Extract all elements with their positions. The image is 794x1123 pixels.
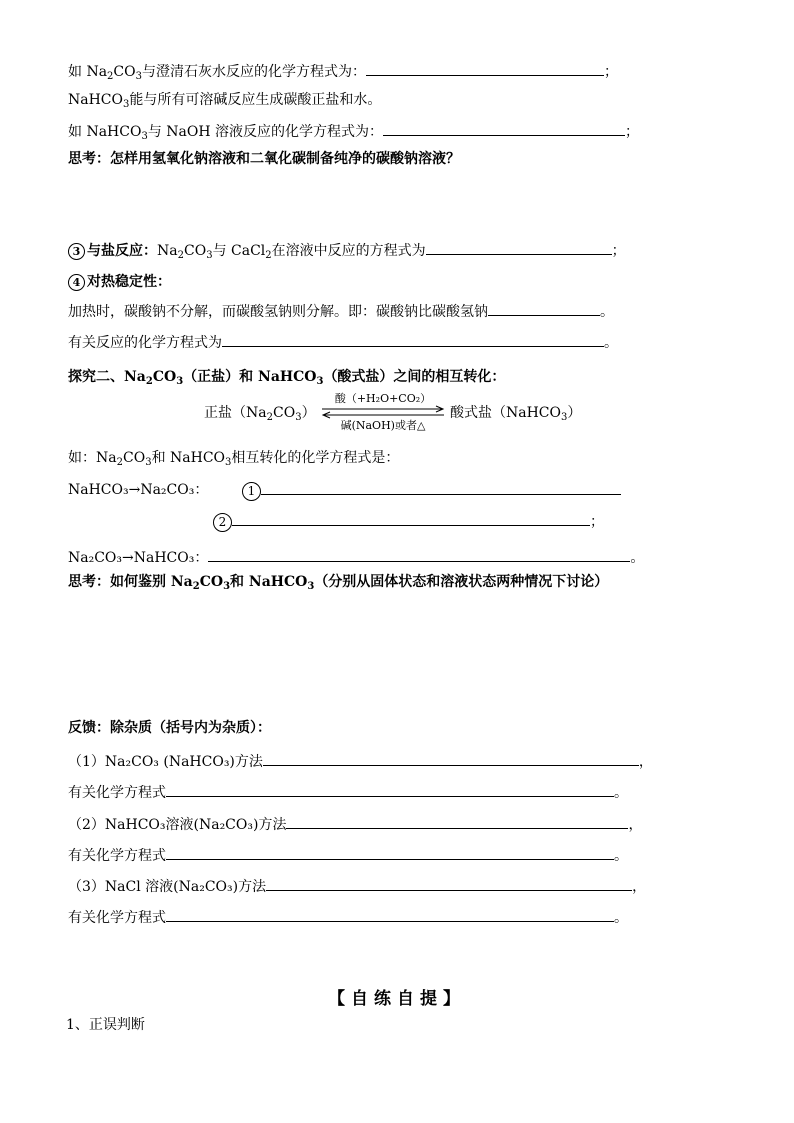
line-salt-reaction xyxy=(68,240,626,260)
double-arrow-icon xyxy=(318,405,448,419)
text: CO xyxy=(113,64,136,80)
text: 。 xyxy=(614,848,628,864)
text: ； xyxy=(611,243,626,259)
line-heat-equation xyxy=(68,332,618,352)
answer-blank[interactable] xyxy=(232,511,590,526)
text: 酸式盐（NaHCO xyxy=(450,405,561,421)
think-question-2 xyxy=(68,573,608,591)
line-nahco3-base xyxy=(68,91,381,109)
answer-blank[interactable] xyxy=(222,332,604,347)
conversion-left xyxy=(204,404,316,422)
text: 正盐（Na xyxy=(204,405,267,421)
text: 在溶液中反应的方程式为 xyxy=(271,243,426,259)
feedback-item-3-eq xyxy=(68,907,628,927)
subscript: 3 xyxy=(123,99,130,110)
conversion-right xyxy=(450,404,581,422)
circled-number-3: 3 xyxy=(68,243,85,260)
subscript: 2 xyxy=(192,581,200,592)
answer-blank[interactable] xyxy=(261,480,621,495)
text: 。 xyxy=(604,335,618,351)
answer-blank[interactable] xyxy=(166,907,614,922)
subscript: 3 xyxy=(295,412,302,423)
text: 与 NaOH 溶液反应的化学方程式为： xyxy=(147,124,384,140)
circled-number-4: 4 xyxy=(68,274,85,291)
line-na2co3-to-nahco3 xyxy=(68,547,644,567)
text: 思考：如何鉴别 Na xyxy=(68,574,193,590)
text: ） xyxy=(567,405,582,421)
text: ） xyxy=(301,405,316,421)
text: CO xyxy=(183,243,207,259)
text: ； xyxy=(604,64,618,80)
subscript: 2 xyxy=(266,412,273,423)
text: 有关化学方程式 xyxy=(68,848,166,864)
text: CO xyxy=(152,369,177,385)
text: NaHCO xyxy=(68,92,123,108)
text: NaHCO₃→Na₂CO₃： xyxy=(68,482,209,498)
question-1: 1、正误判断 xyxy=(66,1017,145,1033)
text: 。 xyxy=(630,550,645,566)
feedback-item-2 xyxy=(68,814,642,834)
text: ， xyxy=(638,754,653,770)
explore-2-heading xyxy=(68,368,505,386)
text: Na xyxy=(157,243,178,259)
text: 与 CaCl xyxy=(212,243,266,259)
equilibrium-arrows xyxy=(318,392,448,434)
circled-number-1: 1 xyxy=(242,482,261,501)
subscript: 3 xyxy=(225,457,232,468)
section-heading: 与盐反应： xyxy=(87,243,157,259)
answer-blank[interactable] xyxy=(426,240,612,255)
answer-blank[interactable] xyxy=(286,814,628,829)
think-question-1: 思考：怎样用氢氧化钠溶液和二氧化碳制备纯净的碳酸钠溶液？ xyxy=(68,151,460,167)
text: （正盐）和 NaHCO xyxy=(183,369,317,385)
feedback-item-1 xyxy=(68,751,653,771)
answer-blank[interactable] xyxy=(166,782,614,797)
text: CO xyxy=(122,450,146,466)
subscript: 2 xyxy=(107,71,114,82)
subscript: 3 xyxy=(307,581,315,592)
text: 。 xyxy=(614,785,628,801)
subscript: 3 xyxy=(206,250,213,261)
text: ， xyxy=(628,817,643,833)
text: 。 xyxy=(600,304,614,320)
text: （1）Na₂CO₃ (NaHCO₃)方法 xyxy=(68,754,263,770)
line-mutual-conversion xyxy=(68,449,399,467)
subscript: 2 xyxy=(177,250,184,261)
feedback-item-3 xyxy=(68,876,646,896)
answer-blank[interactable] xyxy=(488,301,600,316)
line-na2co3-limewater xyxy=(68,61,618,81)
answer-blank[interactable] xyxy=(366,61,604,76)
text: ； xyxy=(625,124,640,140)
text: 加热时，碳酸钠不分解，而碳酸氢钠则分解。即：碳酸钠比碳酸氢钠 xyxy=(68,304,488,320)
text: 能与所有可溶碱反应生成碳酸正盐和水。 xyxy=(129,92,382,108)
subscript: 3 xyxy=(223,581,231,592)
subscript: 3 xyxy=(176,376,184,387)
answer-blank[interactable] xyxy=(383,121,625,136)
subscript: 3 xyxy=(145,457,152,468)
text: （2）NaHCO₃溶液(Na₂CO₃)方法 xyxy=(68,817,287,833)
text: CO xyxy=(272,405,296,421)
subscript: 3 xyxy=(135,71,142,82)
text: 和 NaHCO xyxy=(151,450,226,466)
answer-line-1 xyxy=(242,480,621,501)
answer-line-2 xyxy=(213,511,604,532)
feedback-item-2-eq xyxy=(68,845,628,865)
feedback-item-1-eq xyxy=(68,782,628,802)
answer-blank[interactable] xyxy=(263,751,639,766)
text: 有关化学方程式 xyxy=(68,910,166,926)
circled-number-2: 2 xyxy=(213,513,232,532)
subscript: 2 xyxy=(116,457,123,468)
text: 有关化学方程式 xyxy=(68,785,166,801)
subscript: 2 xyxy=(145,376,153,387)
line-heat-compare xyxy=(68,301,614,321)
subscript: 3 xyxy=(316,376,324,387)
text: Na₂CO₃→NaHCO₃： xyxy=(68,550,209,566)
feedback-heading: 反馈：除杂质（括号内为杂质）： xyxy=(68,720,271,736)
text: CO xyxy=(199,574,224,590)
text: 如：Na xyxy=(68,450,117,466)
subscript: 3 xyxy=(561,412,568,423)
text: （酸式盐）之间的相互转化： xyxy=(323,369,506,385)
line-heat-heading xyxy=(68,273,171,291)
subscript: 3 xyxy=(141,131,148,142)
subscript: 2 xyxy=(265,250,272,261)
arrow-bottom-label: 碱(NaOH)或者△ xyxy=(340,419,426,432)
answer-blank[interactable] xyxy=(166,845,614,860)
section-heading: 对热稳定性： xyxy=(87,274,171,290)
answer-blank[interactable] xyxy=(266,876,632,891)
answer-blank[interactable] xyxy=(208,547,630,562)
text: 如 Na xyxy=(68,64,108,80)
text: ， xyxy=(632,879,647,895)
text: 相互转化的化学方程式是： xyxy=(231,450,400,466)
text: （分别从固体状态和溶液状态两种情况下讨论） xyxy=(314,574,609,590)
line-nahco3-naoh xyxy=(68,121,639,141)
text: 和 NaHCO xyxy=(230,574,308,590)
text: 如 NaHCO xyxy=(68,124,142,140)
text: （3）NaCl 溶液(Na₂CO₃)方法 xyxy=(68,879,267,895)
line-nahco3-to-na2co3 xyxy=(68,481,208,499)
text: 。 xyxy=(614,910,628,926)
text: 探究二、Na xyxy=(68,369,146,385)
text: ； xyxy=(590,514,604,530)
arrow-top-label: 酸（+H₂O+CO₂） xyxy=(334,392,432,405)
self-practice-title: 【自练自提】 xyxy=(328,989,466,1009)
text: 有关反应的化学方程式为 xyxy=(68,335,222,351)
text: 与澄清石灰水反应的化学方程式为： xyxy=(142,64,366,80)
